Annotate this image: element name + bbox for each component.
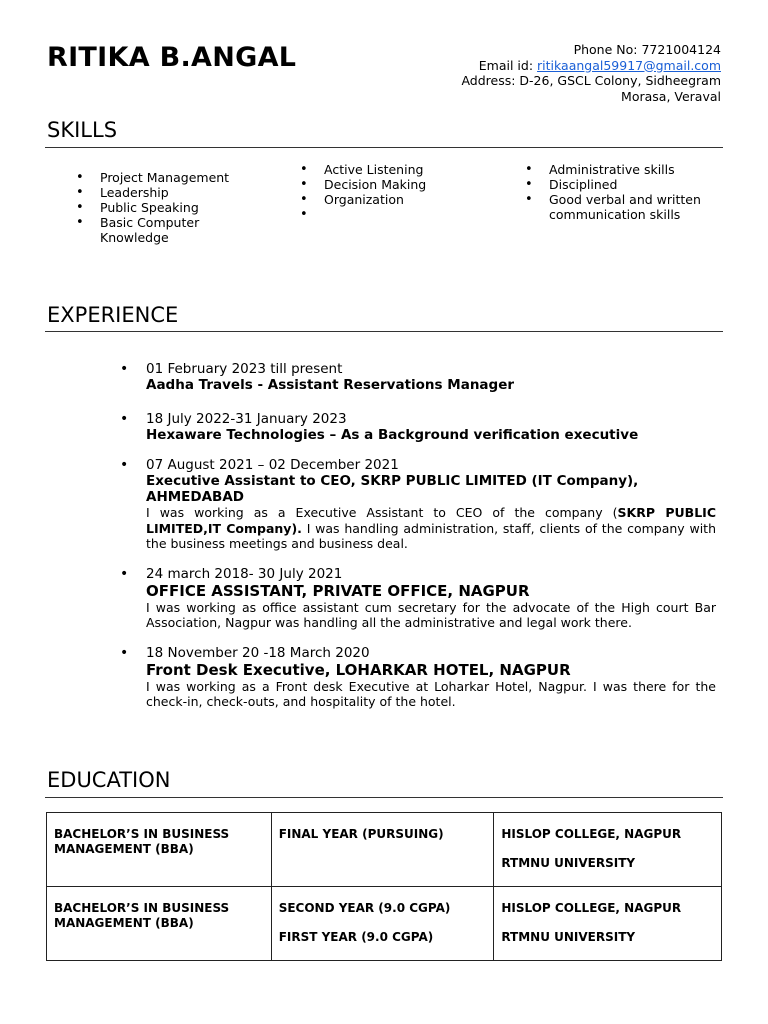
experience-title: Hexaware Technologies – As a Background verification executive <box>146 427 639 443</box>
address-line-1: Address: D-26, GSCL Colony, Sidheegram <box>461 73 721 88</box>
education-year-cell <box>271 813 494 887</box>
education-college: HISLOP COLLEGE, NAGPUR <box>501 827 682 841</box>
experience-date: • 18 November 20 -18 March 2020 <box>146 644 370 661</box>
skill-item: • Basic Computer Knowledge <box>76 215 216 245</box>
skill-item: • Administrative skills <box>525 162 725 177</box>
address-line-2: Morasa, Veraval <box>621 88 721 104</box>
skills-column-1 <box>76 170 266 245</box>
education-year-cell <box>271 887 494 961</box>
experience-date: • 24 march 2018- 30 July 2021 <box>146 565 343 582</box>
education-degree: BACHELOR’S IN BUSINESS MANAGEMENT (BBA) <box>54 901 230 930</box>
contact-block <box>461 42 721 104</box>
education-degree: BACHELOR’S IN BUSINESS MANAGEMENT (BBA) <box>54 827 230 856</box>
experience-list <box>120 361 716 710</box>
education-divider <box>45 797 723 798</box>
education-year: SECOND YEAR (9.0 CGPA) <box>278 901 451 915</box>
skill-item: • Organization <box>300 192 500 207</box>
education-degree-cell <box>47 813 272 887</box>
experience-title: Front Desk Executive, LOHARKAR HOTEL, NAGPUR <box>146 660 571 679</box>
education-heading: EDUCATION <box>47 768 171 792</box>
email-link[interactable]: ritikaangal59917@gmail.com <box>537 57 721 73</box>
education-college: HISLOP COLLEGE, NAGPUR <box>501 901 682 915</box>
experience-title: Aadha Travels - Assistant Reservations Manager <box>146 377 515 393</box>
experience-heading: EXPERIENCE <box>47 303 179 327</box>
education-row <box>47 887 722 961</box>
education-table <box>46 812 722 961</box>
experience-description: I was working as a Front desk Executive at Loharkar Hotel, Nagpur. I was there for the check-in, check-outs, and hospitality of the hotel. <box>146 678 716 709</box>
skill-item: • Project Management <box>76 170 266 185</box>
experience-title: Executive Assistant to CEO, SKRP PUBLIC LIMITED (IT Company), AHMEDABAD <box>146 473 639 505</box>
experience-desc-company: SKRP PUBLIC LIMITED,IT Company). <box>146 505 716 536</box>
experience-desc-text: I was handling administration, staff, clients of the company with the business meetings and business deal. <box>146 520 717 551</box>
skills-heading: SKILLS <box>47 118 118 142</box>
skill-item: • Disciplined <box>525 177 725 192</box>
experience-divider <box>45 331 723 332</box>
phone-line <box>461 42 721 58</box>
phone-label: Phone No: <box>573 42 638 57</box>
education-degree-cell <box>47 887 272 961</box>
experience-item <box>120 361 716 393</box>
skill-item: • Decision Making <box>300 177 500 192</box>
skill-item-empty <box>300 207 500 222</box>
skills-divider <box>45 147 723 148</box>
education-university: RTMNU UNIVERSITY <box>501 929 636 944</box>
experience-desc-text: I was working as a Executive Assistant to CEO of the company ( <box>146 505 618 520</box>
experience-date: • 18 July 2022-31 January 2023 <box>146 411 347 427</box>
skill-item: • Leadership <box>76 185 266 200</box>
experience-description: I was working as office assistant cum secretary for the advocate of the High court Bar Association, Nagpur was handling all the administrative and legal work there. <box>146 599 716 630</box>
phone-number: 7721004124 <box>641 42 721 57</box>
skill-item: • Active Listening <box>300 162 500 177</box>
skill-item: • Good verbal and written communication skills <box>525 192 715 222</box>
skills-column-3 <box>525 162 725 222</box>
experience-item <box>120 411 716 443</box>
experience-item <box>120 645 716 710</box>
education-institution-cell <box>494 887 722 961</box>
education-year: FIRST YEAR (9.0 CGPA) <box>278 929 434 944</box>
experience-description <box>146 505 716 552</box>
experience-title: OFFICE ASSISTANT, PRIVATE OFFICE, NAGPUR <box>146 581 530 600</box>
candidate-name: RITIKA B.ANGAL <box>47 42 297 73</box>
skills-column-2 <box>300 162 500 222</box>
education-university: RTMNU UNIVERSITY <box>501 855 636 870</box>
email-line <box>461 58 721 74</box>
education-institution-cell <box>494 813 722 887</box>
experience-item <box>120 566 716 631</box>
education-row <box>47 813 722 887</box>
experience-date: • 07 August 2021 – 02 December 2021 <box>146 457 399 473</box>
skill-item: • Public Speaking <box>76 200 266 215</box>
email-label: Email id: <box>478 57 534 73</box>
experience-item <box>120 457 716 552</box>
experience-date: • 01 February 2023 till present <box>146 361 343 377</box>
education-year: FINAL YEAR (PURSUING) <box>278 827 444 841</box>
